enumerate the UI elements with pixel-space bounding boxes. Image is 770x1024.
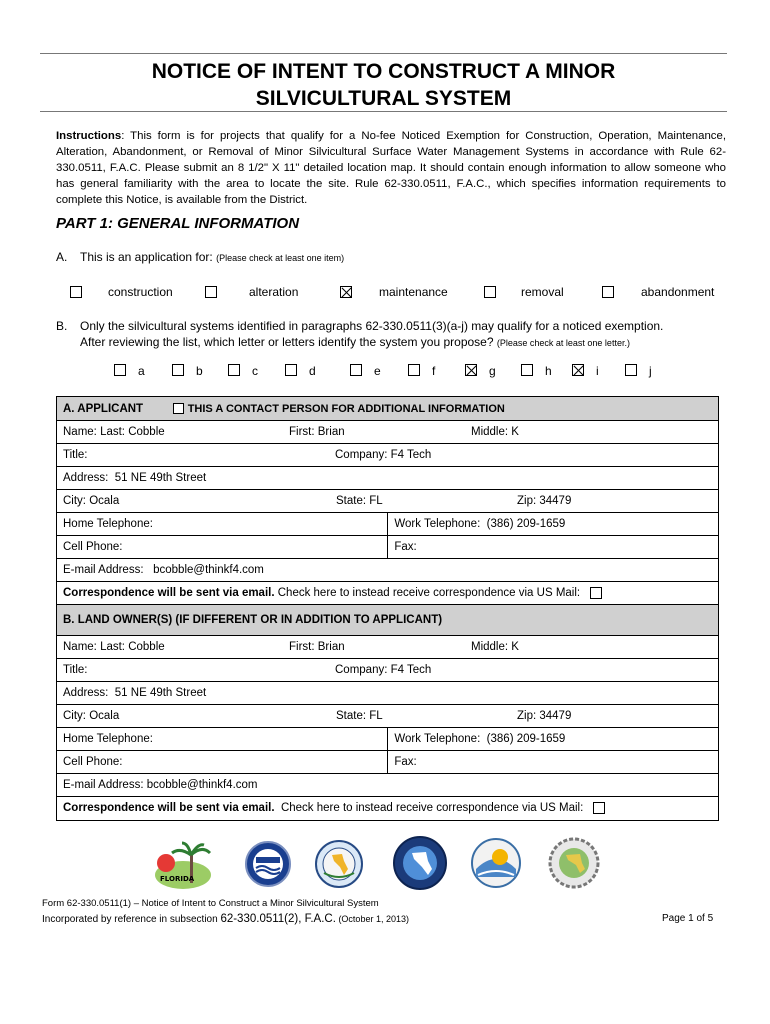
checkbox-letter-d[interactable] <box>285 364 297 376</box>
applicant-state[interactable]: FL <box>369 495 383 507</box>
letter-label: d <box>309 364 316 378</box>
instructions-text: : This form is for projects that qualify for a No-fee Noticed Exemption for Construction, Operation, Maintenance, Alteration, Abandonment, or Removal of Minor Silvicultural Surface Water Management Systems in accordance with Rule 62-330.0511, F.A.C. Please submit an 8 1/2" X 11" detailed location map. It should contain enough information to allow someone who has general familiarity with the area to locate the site. Rule 62-330.0511, F.A.C., which specifies information requirements to complete this Notice, is available from the District. <box>56 130 726 206</box>
letter-label: j <box>649 364 652 378</box>
letter-label: h <box>545 364 552 378</box>
question-b-letter: B. <box>56 319 68 333</box>
applicant-city-row <box>57 490 719 513</box>
last-name-label: Name: Last: <box>63 426 125 438</box>
applicant-city[interactable]: Ocala <box>89 495 120 507</box>
sjrwmd-logo <box>244 839 292 889</box>
question-b-text2: After reviewing the list, which letter or letters identify the system you propose? <box>80 335 494 349</box>
checkbox-removal[interactable] <box>484 286 496 298</box>
checkbox-letter-j[interactable] <box>625 364 637 376</box>
owner-header: B. LAND OWNER(S) (IF DIFFERENT OR IN ADDITION TO APPLICANT) <box>63 614 443 626</box>
page-title <box>40 58 727 112</box>
last-name-label: Name: Last: <box>63 641 125 653</box>
contact-person-label: THIS A CONTACT PERSON FOR ADDITIONAL INFORMATION <box>187 402 505 415</box>
swfwmd-logo <box>314 839 364 889</box>
checkbox-letter-f[interactable] <box>408 364 420 376</box>
footer-form-title: Form 62-330.0511(1) – Notice of Intent to Construct a Minor Silvicultural System <box>42 898 379 909</box>
owner-address-row <box>57 682 719 705</box>
letter-label: e <box>374 364 381 378</box>
applicant-email-row <box>57 559 719 582</box>
part1-title: PART 1: GENERAL INFORMATION <box>56 215 300 232</box>
owner-zip[interactable]: 34479 <box>539 710 572 722</box>
owner-title-row <box>57 659 719 682</box>
letter-label: c <box>252 364 258 378</box>
address-label: Address: <box>63 472 109 484</box>
owner-email[interactable]: bcobble@thinkf4.com <box>146 779 258 791</box>
cell-phone-label: Cell Phone: <box>63 541 123 553</box>
instructions <box>56 128 726 208</box>
owner-work-telephone[interactable]: (386) 209-1659 <box>486 733 566 745</box>
sfwmd-logo <box>392 835 448 891</box>
title-line-1: NOTICE OF INTENT TO CONSTRUCT A MINOR <box>151 60 616 83</box>
option-label: maintenance <box>379 285 448 299</box>
top-rule <box>40 53 727 54</box>
footer-incorporated <box>42 913 409 925</box>
owner-first-name[interactable]: Brian <box>317 641 345 653</box>
zip-label: Zip: <box>517 495 537 507</box>
owner-phone-row <box>57 728 719 751</box>
state-label: State: <box>336 710 367 722</box>
owner-state[interactable]: FL <box>369 710 383 722</box>
applicant-address[interactable]: 51 NE 49th Street <box>114 472 207 484</box>
applicant-address-row <box>57 467 719 490</box>
city-label: City: <box>63 495 86 507</box>
letter-label: i <box>596 364 599 378</box>
checkbox-alteration[interactable] <box>205 286 217 298</box>
checkbox-letter-a[interactable] <box>114 364 126 376</box>
option-label: removal <box>521 285 564 299</box>
question-a-note: (Please check at least one item) <box>216 253 345 263</box>
letter-label: b <box>196 364 203 378</box>
home-telephone-label: Home Telephone: <box>63 733 153 745</box>
footer-incorporated-prefix: Incorporated by reference in subsection <box>42 914 221 925</box>
applicant-middle-name[interactable]: K <box>511 426 519 438</box>
cell-phone-label: Cell Phone: <box>63 756 123 768</box>
option-label: construction <box>108 285 173 299</box>
contact-person-checkbox[interactable] <box>173 403 184 414</box>
applicant-phone-row <box>57 513 719 536</box>
letter-label: f <box>432 364 436 378</box>
correspondence-email-note: Correspondence will be sent via email. <box>63 802 275 815</box>
checkbox-abandonment[interactable] <box>602 286 614 298</box>
title-label: Title: <box>63 664 88 676</box>
letter-label: a <box>138 364 145 378</box>
footer-rule-number: 62-330.0511(2), F.A.C. <box>220 913 336 925</box>
agency-logos <box>0 835 770 895</box>
instructions-label: Instructions <box>56 130 122 142</box>
home-telephone-label: Home Telephone: <box>63 518 153 530</box>
owner-header-row <box>57 605 719 636</box>
owner-city-row <box>57 705 719 728</box>
checkbox-maintenance[interactable] <box>340 286 352 298</box>
checkbox-letter-e[interactable] <box>350 364 362 376</box>
applicant-owner-table <box>56 396 719 821</box>
title-label: Title: <box>63 449 88 461</box>
florida-palm-logo <box>152 841 214 891</box>
first-name-label: First: <box>289 641 315 653</box>
us-mail-checkbox[interactable] <box>593 802 605 814</box>
applicant-name-row <box>57 421 719 444</box>
applicant-company[interactable]: F4 Tech <box>390 449 432 461</box>
address-label: Address: <box>63 687 109 699</box>
question-a <box>56 250 344 264</box>
correspondence-mail-label: Check here to instead receive correspondence via US Mail: <box>277 587 581 600</box>
city-label: City: <box>63 710 86 722</box>
title-bottom-rule <box>40 111 727 112</box>
owner-address[interactable]: 51 NE 49th Street <box>114 687 207 699</box>
checkbox-letter-i[interactable] <box>572 364 584 376</box>
email-label: E-mail Address: <box>63 779 144 791</box>
letter-label: g <box>489 364 496 378</box>
checkbox-letter-b[interactable] <box>172 364 184 376</box>
applicant-cell-row <box>57 536 719 559</box>
owner-name-row <box>57 636 719 659</box>
fax-label: Fax: <box>394 541 417 553</box>
first-name-label: First: <box>289 426 315 438</box>
fax-label: Fax: <box>394 756 417 768</box>
state-label: State: <box>336 495 367 507</box>
correspondence-email-note: Correspondence will be sent via email. <box>63 587 275 600</box>
question-a-letter: A. <box>56 250 68 264</box>
page-number: Page 1 of 5 <box>662 913 714 924</box>
applicant-work-telephone[interactable]: (386) 209-1659 <box>486 518 566 530</box>
work-telephone-label: Work Telephone: <box>394 733 481 745</box>
question-b-note: (Please check at least one letter.) <box>496 338 630 348</box>
applicant-correspondence-row <box>57 582 719 605</box>
checkbox-letter-h[interactable] <box>521 364 533 376</box>
option-label: alteration <box>249 285 299 299</box>
srwmd-logo <box>470 837 522 889</box>
applicant-header-row <box>57 397 719 421</box>
company-label: Company: <box>335 449 388 461</box>
option-label: abandonment <box>641 285 715 299</box>
applicant-zip[interactable]: 34479 <box>539 495 572 507</box>
question-b-text1: Only the silvicultural systems identified in paragraphs 62-330.0511(3)(a-j) may qualify for a noticed exemption. <box>80 319 664 333</box>
owner-correspondence-row <box>57 797 719 821</box>
owner-company[interactable]: F4 Tech <box>390 664 432 676</box>
question-a-text: This is an application for: <box>80 250 213 264</box>
applicant-last-name[interactable]: Cobble <box>128 426 165 438</box>
florida-logo-text: FLORIDA <box>160 875 195 883</box>
title-line-2: SILVICULTURAL SYSTEM <box>255 87 512 110</box>
work-telephone-label: Work Telephone: <box>394 518 481 530</box>
correspondence-mail-label: Check here to instead receive correspondence via US Mail: <box>280 802 584 815</box>
checkbox-letter-c[interactable] <box>228 364 240 376</box>
nwfwmd-logo <box>548 835 600 891</box>
owner-middle-name[interactable]: K <box>511 641 519 653</box>
applicant-header: A. APPLICANT <box>63 402 144 415</box>
owner-last-name[interactable]: Cobble <box>128 641 165 653</box>
checkbox-letter-g[interactable] <box>465 364 477 376</box>
footer-date: (October 1, 2013) <box>335 914 409 924</box>
owner-email-row <box>57 774 719 797</box>
applicant-first-name[interactable]: Brian <box>317 426 345 438</box>
owner-cell-row <box>57 751 719 774</box>
company-label: Company: <box>335 664 388 676</box>
email-label: E-mail Address: <box>63 564 144 576</box>
middle-name-label: Middle: <box>471 426 509 438</box>
zip-label: Zip: <box>517 710 537 722</box>
owner-city[interactable]: Ocala <box>89 710 120 722</box>
checkbox-construction[interactable] <box>70 286 82 298</box>
applicant-title-row <box>57 444 719 467</box>
us-mail-checkbox[interactable] <box>590 587 602 599</box>
question-b <box>56 318 726 351</box>
middle-name-label: Middle: <box>471 641 509 653</box>
applicant-email[interactable]: bcobble@thinkf4.com <box>153 564 264 576</box>
